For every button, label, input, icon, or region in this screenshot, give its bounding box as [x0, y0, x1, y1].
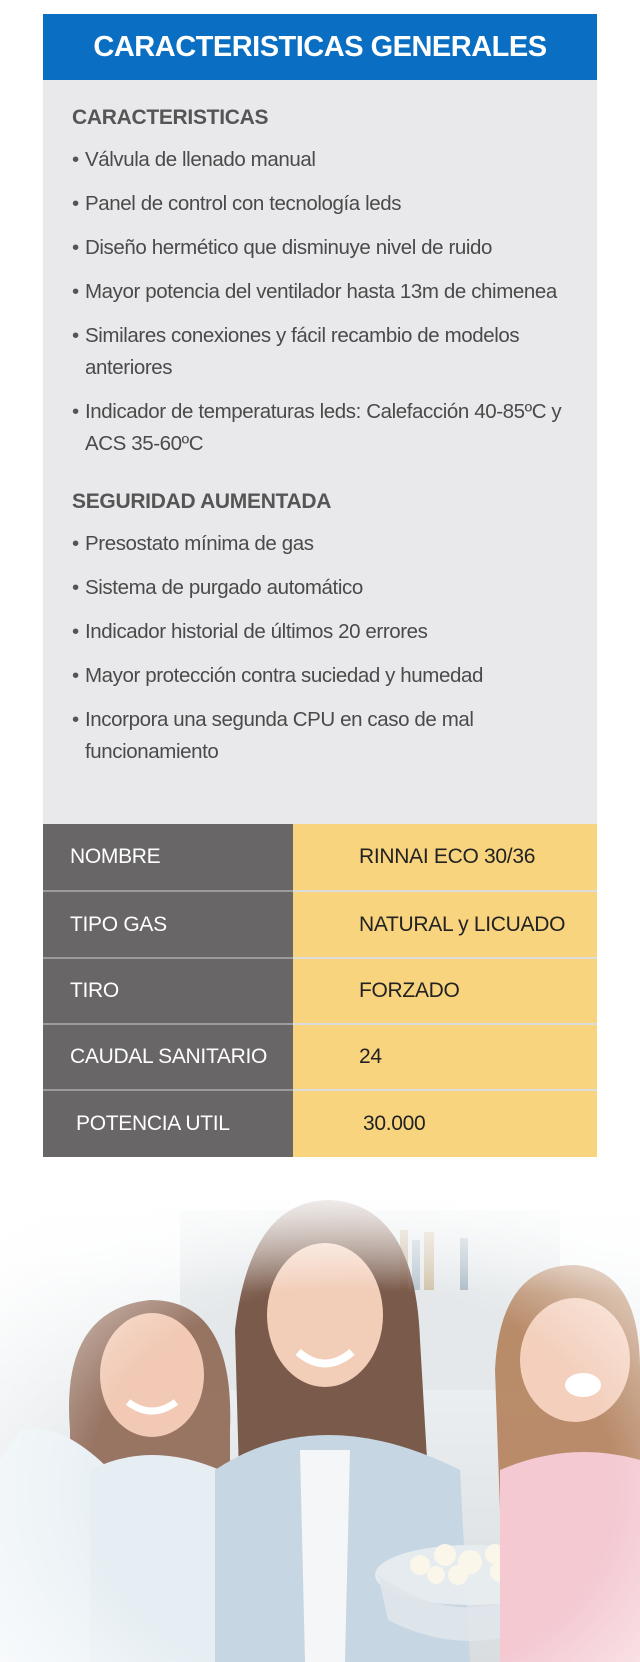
features-title: CARACTERISTICAS: [72, 106, 269, 129]
list-item: • Indicador de temperaturas leds: Calefacción 40-85ºC y ACS 35-60ºC: [72, 396, 575, 460]
list-item: • Panel de control con tecnología leds: [72, 188, 575, 220]
family-photo: [0, 1170, 640, 1662]
spec-label: TIPO GAS: [43, 891, 293, 958]
list-item: • Presostato mínima de gas: [72, 528, 575, 560]
list-item: • Incorpora una segunda CPU en caso de mal funcionamiento: [72, 704, 505, 768]
list-item: • Similares conexiones y fácil recambio de modelos anteriores: [72, 320, 555, 384]
features-panel: [43, 80, 597, 824]
table-row: [43, 1090, 597, 1157]
features-list: [72, 144, 575, 460]
spec-value: NATURAL y LICUADO: [293, 891, 597, 958]
spec-label: TIRO: [43, 958, 293, 1024]
list-item: • Mayor potencia del ventilador hasta 13m de chimenea: [72, 276, 575, 308]
list-item: • Diseño hermético que disminuye nivel de ruido: [72, 232, 575, 264]
section-banner: [43, 14, 597, 80]
spec-label: POTENCIA UTIL: [43, 1090, 293, 1157]
specs-table: [43, 824, 597, 1157]
banner-title: CARACTERISTICAS GENERALES: [93, 30, 547, 63]
spec-value: 24: [293, 1024, 597, 1090]
list-item: • Mayor protección contra suciedad y humedad: [72, 660, 575, 692]
list-item: • Válvula de llenado manual: [72, 144, 575, 176]
spec-value: RINNAI ECO 30/36: [293, 824, 597, 891]
table-row: [43, 958, 597, 1024]
table-row: [43, 824, 597, 891]
spec-value: FORZADO: [293, 958, 597, 1024]
security-list: [72, 528, 575, 768]
list-item: • Sistema de purgado automático: [72, 572, 575, 604]
table-row: [43, 891, 597, 958]
security-title: SEGURIDAD AUMENTADA: [72, 490, 332, 513]
characteristics-card: [43, 14, 597, 1157]
family-photo-illustration: [0, 1170, 640, 1662]
table-row: [43, 1024, 597, 1090]
spec-label: NOMBRE: [43, 824, 293, 891]
spec-label: CAUDAL SANITARIO: [43, 1024, 293, 1090]
list-item: • Indicador historial de últimos 20 errores: [72, 616, 575, 648]
spec-value: 30.000: [293, 1090, 597, 1157]
